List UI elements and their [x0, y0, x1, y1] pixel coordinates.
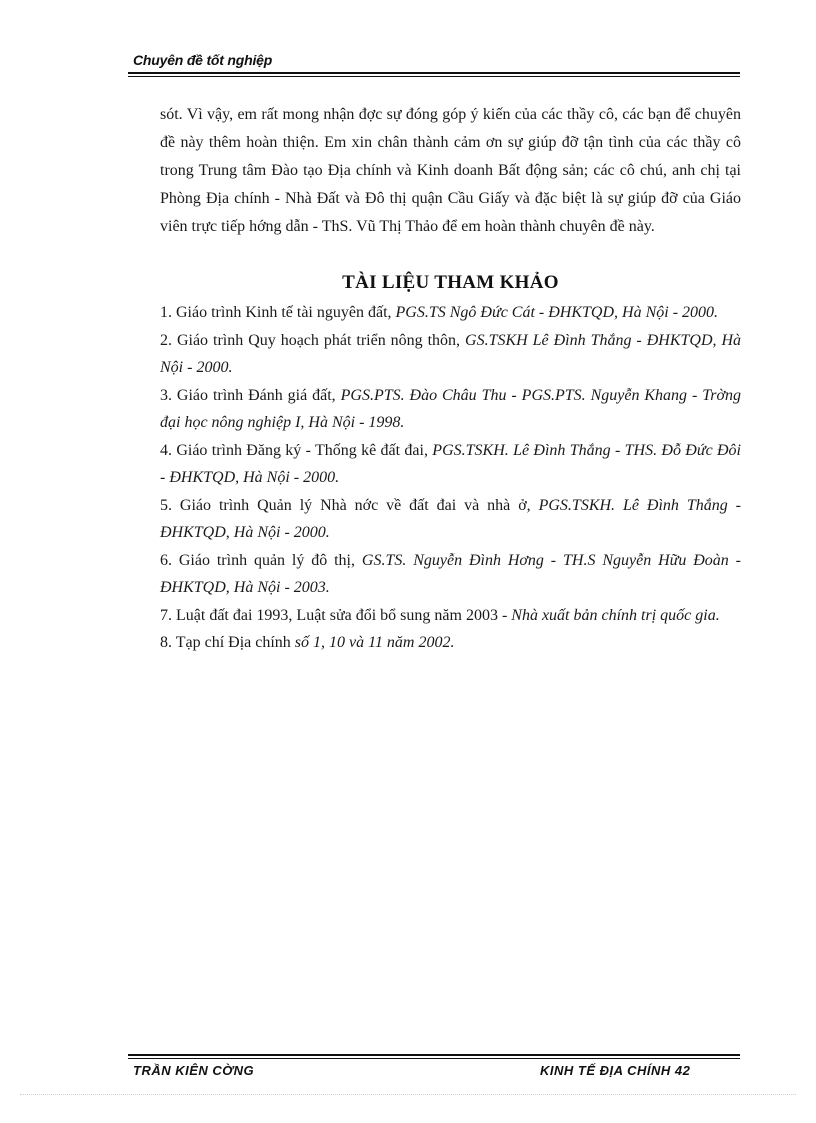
reference-item [160, 547, 741, 602]
footer-rule-thick [128, 1054, 740, 1056]
reference-source: PGS.TSKH. Lê Đình Thắng - THS. Đỗ Đức Đôi - ĐHKTQD, Hà Nội - 2000. [160, 441, 742, 486]
page-bottom-edge [20, 1094, 796, 1095]
reference-source: PGS.TS Ngô Đức Cát - ĐHKTQD, Hà Nội - 2000. [395, 304, 719, 321]
reference-item [160, 327, 741, 382]
header-rule-thin [128, 76, 740, 77]
footer-department: KINH TẾ ĐỊA CHÍNH 42 [540, 1063, 691, 1078]
reference-item [160, 602, 741, 630]
references-heading: TÀI LIỆU THAM KHẢO [342, 272, 559, 293]
reference-source: PGS.TSKH. Lê Đình Thắng - ĐHKTQD, Hà Nội - 2000. [160, 496, 741, 541]
reference-title: 1. Giáo trình Kinh tế tài nguyên đất, [160, 304, 396, 321]
reference-item [160, 299, 741, 327]
reference-title: 6. Giáo trình quản lý đô thị, [160, 551, 362, 569]
reference-title: 2. Giáo trình Quy hoạch phát triển nông thôn, [160, 331, 466, 349]
reference-title: 4. Giáo trình Đăng ký - Thống kê đất đai, [160, 441, 433, 459]
reference-source: PGS.PTS. Đào Châu Thu - PGS.PTS. Nguyễn Khang - Trờng đại học nông nghiệp I, Hà Nội - 1998. [160, 386, 742, 431]
reference-title: 8. Tạp chí Địa chính [160, 634, 295, 651]
reference-source: GS.TSKH Lê Đình Thắng - ĐHKTQD, Hà Nội - 2000. [160, 331, 742, 376]
header-rule-thick [128, 72, 740, 74]
reference-item [160, 437, 741, 492]
footer-author: TRẦN KIÊN CỜNG [133, 1063, 255, 1078]
reference-title: 3. Giáo trình Đánh giá đất, [160, 386, 341, 404]
header-title: Chuyên đề tốt nghiệp [133, 52, 273, 68]
reference-source: GS.TS. Nguyễn Đình Hơng - TH.S Nguyễn Hữu Đoàn - ĐHKTQD, Hà Nội - 2003. [160, 551, 741, 596]
reference-item [160, 492, 741, 547]
reference-title: 5. Giáo trình Quản lý Nhà nớc về đất đai và nhà ở, [160, 496, 539, 514]
reference-item [160, 382, 741, 437]
reference-item [160, 629, 741, 657]
reference-title: 7. Luật đất đai 1993, Luật sửa đổi bổ sung năm 2003 - [160, 606, 512, 624]
closing-paragraph: sót. Vì vậy, em rất mong nhận đợc sự đóng góp ý kiến của các thầy cô, các bạn để chuyên đề này thêm hoàn thiện. Em xin chân thành cảm ơn sự giúp đỡ tận tình của các thầy cô trong Trung tâm Đào tạo Địa chính và Kinh doanh Bất động sản; các cô chú, anh chị tại Phòng Địa chính - Nhà Đất và Đô thị quận Cầu Giấy và đặc biệt là sự giúp đỡ của Giáo viên trực tiếp hớng dẫn - ThS. Vũ Thị Thảo để em hoàn thành chuyên đề này. [160, 106, 741, 235]
footer-rule-thin [128, 1058, 740, 1059]
reference-source: Nhà xuất bản chính trị quốc gia. [511, 606, 720, 624]
reference-source: số 1, 10 và 11 năm 2002. [294, 634, 455, 651]
references-list [160, 299, 741, 657]
